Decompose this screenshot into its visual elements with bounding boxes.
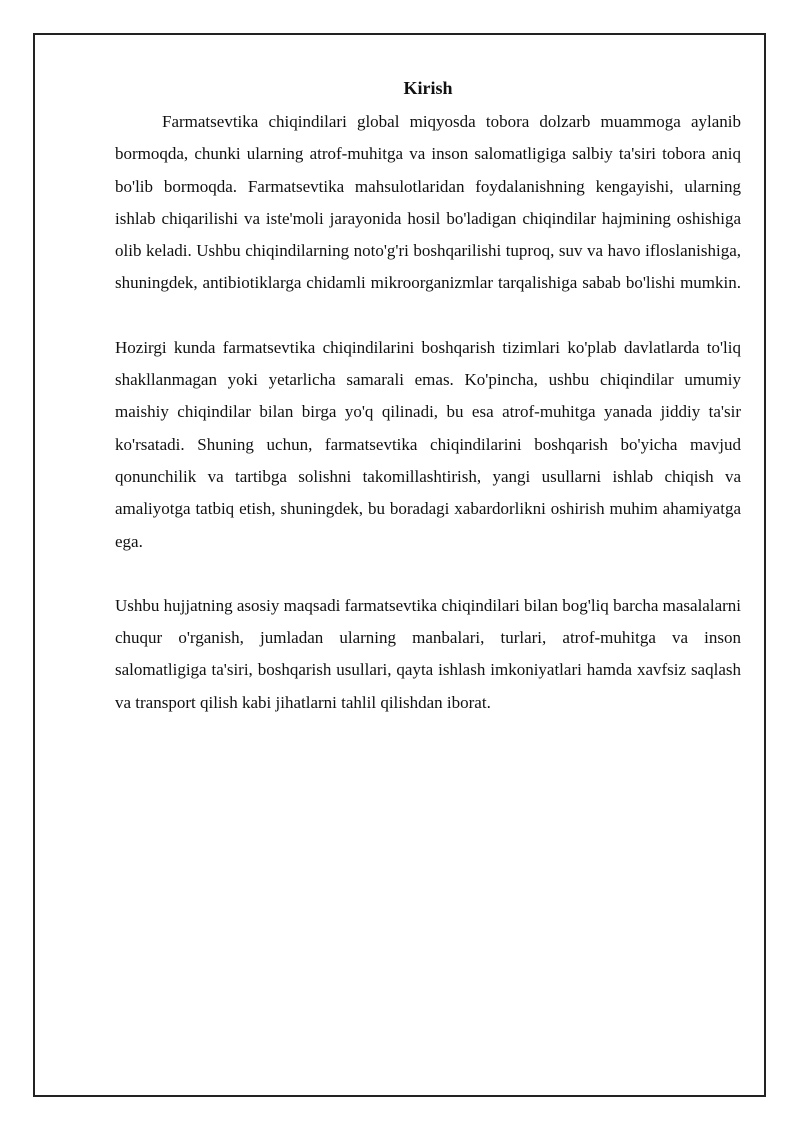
document-body — [115, 76, 741, 719]
paragraph-spacer — [115, 558, 741, 590]
paragraph-2: Hozirgi kunda farmatsevtika chiqindilarini boshqarish tizimlari ko'plab davlatlarda to'liq shakllanmagan yoki yetarlicha samarali emas. Ko'pincha, ushbu chiqindilar umumiy maishiy chiqindilar bilan birga yo'q qilinadi, bu esa atrof-muhitga yanada jiddiy ta'sir ko'rsatadi. Shuning uchun, farmatsevtika chiqindilarini boshqarish bo'yicha mavjud qonunchilik va tartibga solishni takomillashtirish, yangi usullarni ishlab chiqish va amaliyotga tatbiq etish, shuningdek, bu boradagi xabardorlikni oshirish muhim ahamiyatga ega. — [115, 337, 741, 551]
paragraph-spacer — [115, 300, 741, 332]
document-title: Kirish — [403, 78, 453, 98]
paragraph-1: Farmatsevtika chiqindilari global miqyosda tobora dolzarb muammoga aylanib bormoqda, chunki ularning atrof-muhitga va inson salomatligiga salbiy ta'siri tobora aniq bo'lib bormoqda. Farmatsevtika mahsulotlaridan foydalanishning kengayishi, ularning ishlab chiqarilishi va iste'moli jarayonida hosil bo'ladigan chiqindilar hajmining oshishiga olib keladi. Ushbu chiqindilarning noto'g'ri boshqarilishi tuproq, suv va havo ifloslanishiga, shuningdek, antibiotiklarga chidamli mikroorganizmlar tarqalishiga sabab bo'lishi mumkin. — [115, 112, 741, 293]
paragraph-3: Ushbu hujjatning asosiy maqsadi farmatsevtika chiqindilari bilan bog'liq barcha masalalarni chuqur o'rganish, jumladan ularning manbalari, turlari, atrof-muhitga va inson salomatligiga ta'siri, boshqarish usullari, qayta ishlash imkoniyatlari hamda xavfsiz saqlash va transport qilish kabi jihatlarni tahlil qilishdan iborat. — [115, 595, 741, 712]
